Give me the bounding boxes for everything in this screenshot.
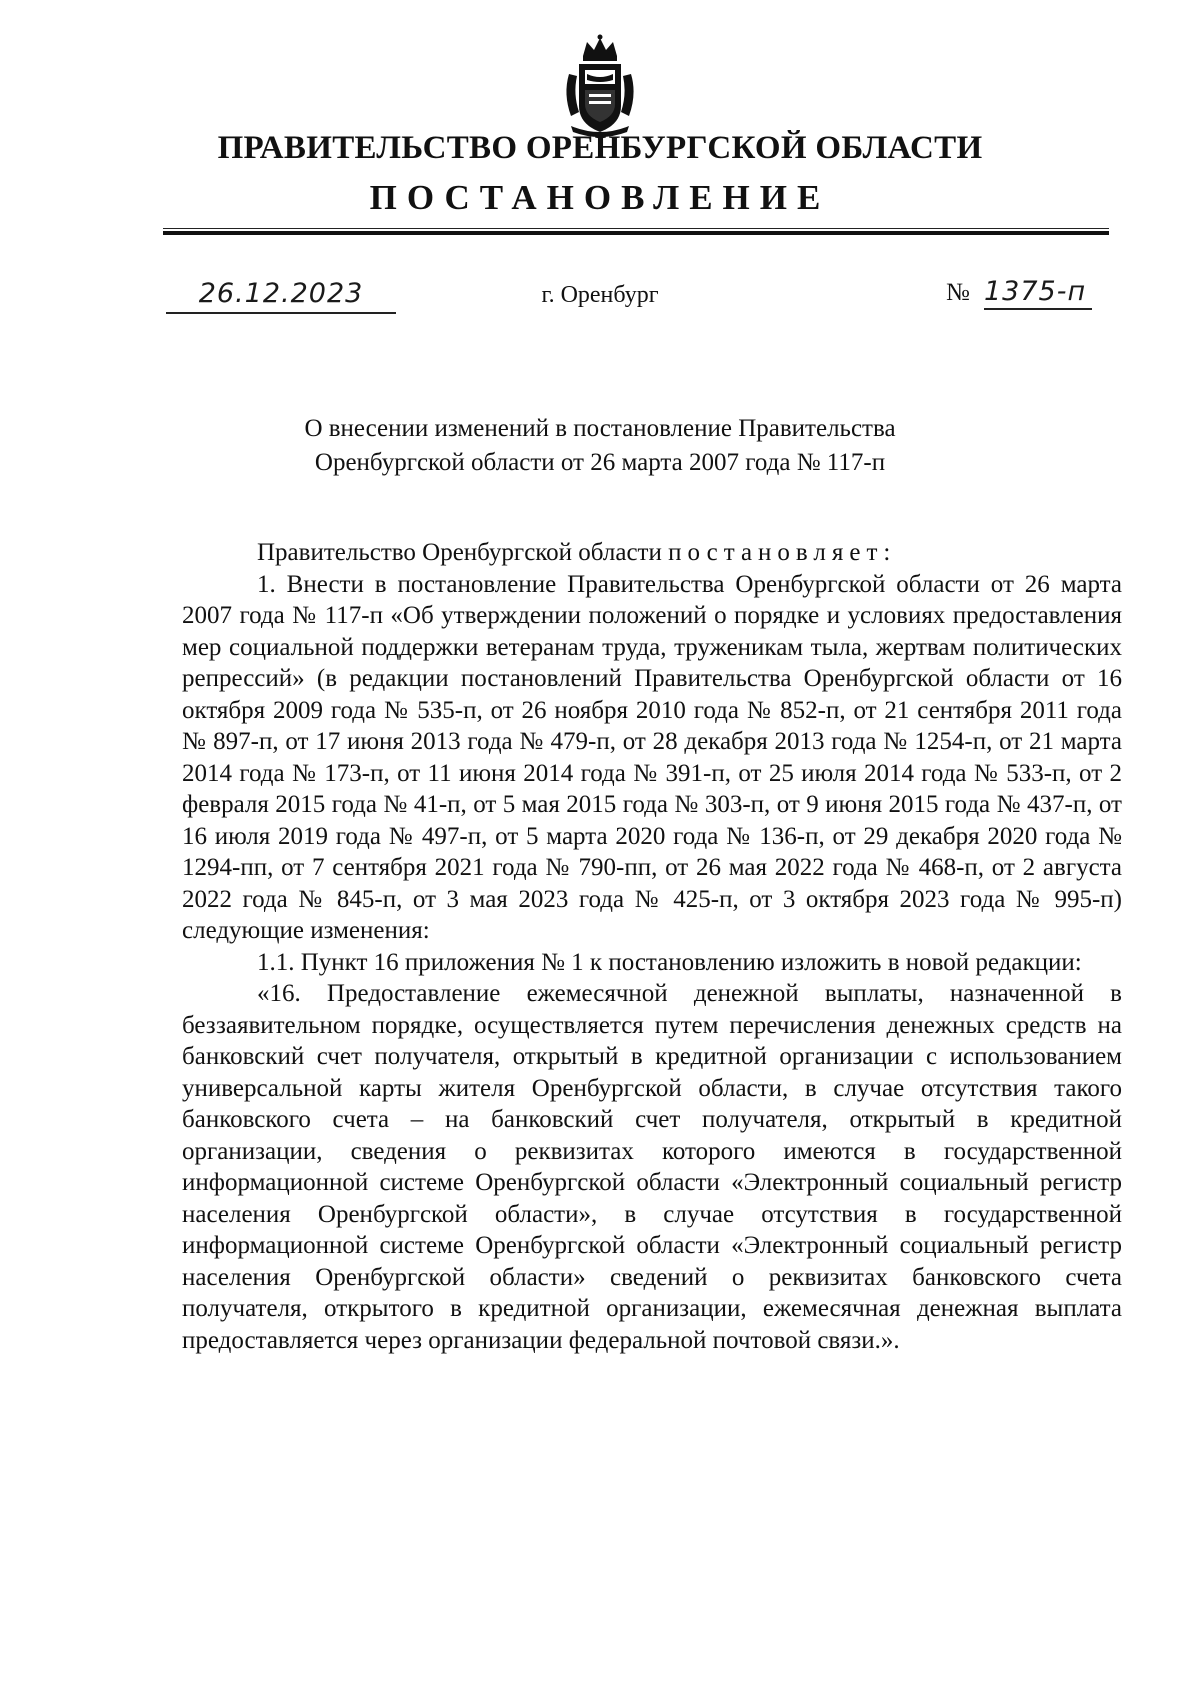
- paragraph-1: 1. Внести в постановление Правительства Оренбургской области от 26 марта 2007 года № 117-п «Об утверждении положений о порядке и условиях предоставления мер социальной поддержки ветеранам труда, труженикам тыла, жертвам политических репрессий» (в редакции постановлений Правительства Оренбургской области от 16 октября 2009 года № 535-п, от 26 ноября 2010 года № 852-п, от 21 сентября 2011 года № 897-п, от 17 июня 2013 года № 479-п, от 28 декабря 2013 года № 1254-п, от 21 марта 2014 года № 173-п, от 11 июня 2014 года № 391-п, от 25 июля 2014 года № 533-п, от 2 февраля 2015 года № 41-п, от 5 мая 2015 года № 303-п, от 9 июня 2015 года № 437-п, от 16 июля 2019 года № 497-п, от 5 марта 2020 года № 136-п, от 29 декабря 2020 года № 1294-пп, от 7 сентября 2021 года № 790-пп, от 26 мая 2022 года № 468-п, от 2 августа 2022 года № 845-п, от 3 мая 2023 года № 425-п, от 3 октября 2023 года № 995-п) следующие изменения:: [182, 570, 1122, 944]
- document-type-title: ПОСТАНОВЛЕНИЕ: [369, 178, 831, 217]
- intro-spaced-verb: постановляет: [668, 539, 884, 566]
- intro-paragraph: [182, 537, 1122, 569]
- document-number: 1375-п: [984, 276, 1087, 307]
- subject-line-2: Оренбургской области от 26 марта 2007 года № 117-п: [314, 449, 886, 476]
- organization-title: ПРАВИТЕЛЬСТВО ОРЕНБУРГСКОЙ ОБЛАСТИ: [217, 130, 983, 166]
- intro-prefix: Правительство Оренбургской области: [257, 539, 669, 566]
- paragraph-1-1: 1.1. Пункт 16 приложения № 1 к постановлению изложить в новой редакции:: [257, 948, 1082, 976]
- document-date: 26.12.2023: [198, 278, 364, 309]
- date-underline: [166, 312, 396, 314]
- number-underline: [984, 308, 1092, 310]
- document-subject: [0, 412, 1200, 480]
- document-city: г. Оренбург: [541, 282, 659, 308]
- paragraph-16-quote: «16. Предоставление ежемесячной денежной выплаты, назначенной в беззаявительном порядке, осуществляется путем перечисления денежных средств на банковский счет получателя, открытый в кредитной организации с использованием универсальной карты жителя Оренбургской области, в случае отсутствия такого банковского счета – на банковский счет получателя, открытый в кредитной организации, сведения о реквизитах которого имеются в государственной информационной системе Оренбургской области «Электронный социальный регистр населения Оренбургской области», в случае отсутствия в государственной информационной системе Оренбургской области «Электронный социальный регистр населения Оренбургской области» сведений о реквизитах банковского счета получателя, открытого в кредитной организации, ежемесячная денежная выплата предоставляется через организации федеральной почтовой связи.».: [182, 980, 1122, 1354]
- coat-of-arms-icon: [561, 34, 639, 138]
- number-label: №: [946, 279, 970, 306]
- intro-suffix: :: [883, 539, 891, 566]
- subject-line-1: О внесении изменений в постановление Правительства: [304, 415, 896, 442]
- header-divider-thick: [163, 231, 1109, 235]
- header-divider-thin: [163, 228, 1109, 229]
- document-body: [182, 537, 1122, 1356]
